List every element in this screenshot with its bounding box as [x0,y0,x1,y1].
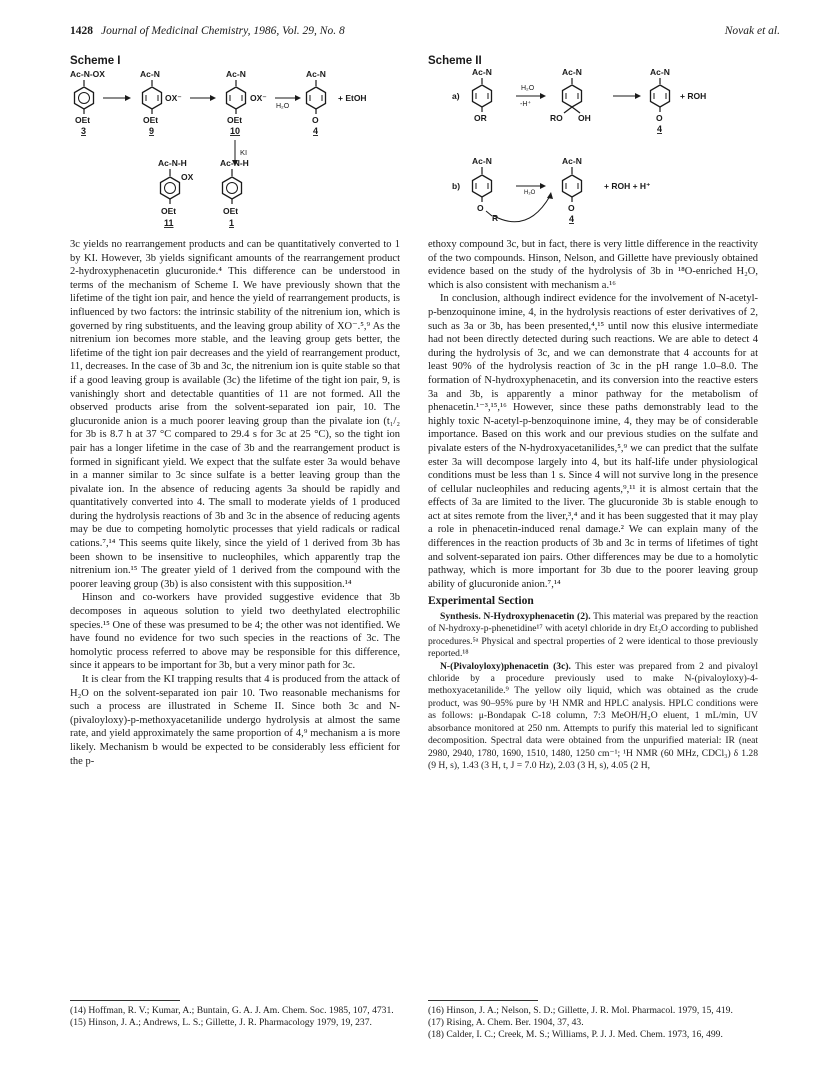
s2-acn-a1: Ac-N [472,67,492,77]
page-number: 1428 [70,25,93,37]
s2-num-4a: 4 [657,124,663,134]
journal-citation: Journal of Medicinal Chemistry, 1986, Vol. 29, No. 8 [101,25,345,37]
s2-h2o-b: H₂O [524,190,536,196]
right-column [428,238,758,772]
header-author: Novak et al. [724,25,780,37]
s1-oet-3: OEt [75,115,91,125]
reference-14: (14) Hoffman, R. V.; Kumar, A.; Buntain, G. A. J. Am. Chem. Soc. 1985, 107, 4731. [70,1005,394,1016]
s1-ring-1 [223,177,242,199]
left-paragraph-1: 3c yields no rearrangement products and can be quantitatively converted to 1 by KI. However, 3b yields significant amounts of the rearrangement product 2-hydroxyphenacetin glucuronide.⁴ This difference can be understood in terms of the mechanism of Scheme I. We have previously shown that the lifetime of the tight ion pair, and hence the yield of rearrangement products, is influenced by two factors: the intrinsic stability of the nitrenium ion, which is governed by ring substituents, and the leaving group ability of XO⁻.⁵,⁹ As the nitrenium ion becomes more stable, and the leaving group gets better, the lifetime of the tight ion pair decreases and the yield of rearrangement product, 11, decreases. In the case of 3b and 3c, the nitrenium ion is quite stable so that if a good leaving group is available (3c) the lifetime of the tight ion pair, 9, is vanishingly short and detectable quantities of 11 are not formed. All the observed products arise from the solvent-separated ion pair, 10. The glucuronide anion is a much poorer leaving group than the pivalate ion (t₁/₂ for 3b is 8.7 h at 37 °C compared to 29.4 s for 3c at 25 °C), so the tight ion pair has a longer lifetime in the case of 3b and the rearrangement product is formed in significant yield. We expect that the sulfate ester 3a would behave in a manner similar to 3c since sulfate is a better leaving group than the pivalate ion. In the absence of reducing agents 3a should be rapidly and quantitatively converted into 4. The small to moderate yields of 1 produced during the hydrolysis reactions of 3b and 3c in the absence of reducing agents may be due to competing homolytic processes that yield radicals or radical cations.⁷,¹⁴ This seems quite likely, since the yield of 1 derived from 3b has been shown to be insensitive to nucleophiles, which apparently trap the nitrenium ion.¹⁵ The greater yield of 1 derived from the compound with the poorer leaving group (3b) is also consistent with this supposition.¹⁴ [70,239,400,590]
s1-acnox-label: Ac-N-OX [70,69,105,79]
s1-num-10: 10 [230,126,241,136]
s2-roh-h: + ROH + H⁺ [604,181,651,191]
s2-ring-a2 [563,85,582,107]
s2-or: OR [474,113,487,123]
footnote-rule [70,1000,180,1001]
s1-o-4: O [312,115,319,125]
s2-b-label: b) [452,181,461,191]
s1-ox-11: OX [181,172,194,182]
s1-acnh-11: Ac-N-H [158,158,187,168]
s1-ring-9 [143,87,162,109]
right-paragraph-1: ethoxy compound 3c, but in fact, there is very little difference in the reactivity of the two compounds. Hinson, Nelson, and Gillette have previously obtained evidence based on the study of the hydrolysis of 3b in ¹⁸O-enriched H₂O, which is also consistent with mechanism a.¹⁶ [428,239,758,291]
reference-15: (15) Hinson, J. A.; Andrews, L. S.; Gillette, J. R. Pharmacology 1979, 19, 237. [70,1017,372,1029]
experimental-section [428,611,758,772]
header-left [70,25,345,37]
s1-num-3: 3 [81,126,87,136]
synthesis-text: This material was prepared by the reaction of N-hydroxy-p-phenetidine¹⁷ with acetyl chloride in dry Et₂O according to published procedures.⁵ᵃ Physical and spectral properties of 2 were identical to those previously reported.¹⁸ [428,611,758,660]
s2-ring-a1 [473,85,492,107]
footnote-rule [428,1000,538,1001]
s2-acn-b1: Ac-N [472,156,492,166]
s2-o-b1: O [477,203,484,213]
s2-o-b2: O [568,203,575,213]
s2-a-label: a) [452,91,460,101]
s1-ring-10 [227,87,246,109]
s2-ring-a3 [651,85,670,107]
s2-acn-b2: Ac-N [562,156,582,166]
s2-r: R [492,213,499,223]
running-header [70,25,780,41]
s1-num-11: 11 [164,218,174,228]
s1-acnh-1: Ac-N-H [220,158,249,168]
left-paragraph-3: It is clear from the KI trapping results that 4 is produced from the attack of H₂O on the solvent-separated ion pair 10. Two reasonable mechanisms for such a process are illustrated in Scheme II. Since both 3c and N-(pivaloyloxy)-p-methoxyacetanilide undergo hydrolysis at almost the same rate, and yield approximately the same proportion of 4,⁹ mechanism a is more likely. Mechanism b would be expected to be considerably less efficient for the p- [70,674,400,767]
s2-ring-b2 [563,175,582,197]
s1-oet-1: OEt [223,206,239,216]
reference-18: (18) Calder, I. C.; Creek, M. S.; Williams, P. J. J. Med. Chem. 1973, 16, 499. [428,1029,723,1041]
reference-16: (16) Hinson, J. A.; Nelson, S. D.; Gillette, J. R. Mol. Pharmacol. 1979, 15, 419. [428,1005,733,1016]
experimental-heading: Experimental Section [428,595,534,608]
s1-oet-11: OEt [161,206,177,216]
s2-num-4b: 4 [569,214,575,224]
s2-o-a: O [656,113,663,123]
s1-num-9: 9 [149,126,155,136]
s1-acn-10: Ac-N [226,69,246,79]
footnotes-right [428,1000,758,1042]
pivaloyloxy-text: This ester was prepared from 2 and pivaloyl chloride by a procedure previously used to make N-(pivaloyloxy)-4-methoxyacetanilide.⁹ The yellow oily liquid, which was obtained as the crude product, was 90–95% pure by ¹H NMR and HPLC analysis. HPLC conditions were as follows: μ-Bondapak C-18 column, 7:3 MeOH/H₂O eluent, 1 mL/min, UV absorbance monitored at 250 nm. Attempts to purify this material led to significant decomposition. Spectral data were obtained from the unpurified material: IR (neat 2980, 2940, 1780, 1690, 1510, 1480, 1250 cm⁻¹; ¹H NMR (60 MHz, CDCl₃) δ 1.28 (9 H, s), 1.43 (3 H, t, J = 7.0 Hz), 2.03 (3 H, s), 4.05 (2 H, [428,660,758,771]
reference-17: (17) Rising, A. Chem. Ber. 1904, 37, 43. [428,1017,584,1029]
s1-ki: KI [240,148,248,157]
s1-oet-9: OEt [143,115,159,125]
scheme-2-title: Scheme II [428,55,482,67]
left-column [70,238,400,768]
pivaloyloxy-title: N-(Pivaloyloxy)phenacetin (3c). [440,660,571,672]
experimental-paragraph-1 [428,611,758,661]
s1-h2o: H₂O [276,103,290,110]
left-paragraph-2: Hinson and co-workers have provided suggestive evidence that 3b decomposes in aqueous solution to yield two deethylated electrophilic species.¹⁵ One of these was presumed to be 4; the other was not identified. We have found no evidence for two such species in the reactions of 3c. The homolytic process referred to above may be responsible for this difference, since it appears to be important for 3b, but a very minor path for 3c. [70,592,400,672]
right-paragraph-2: In conclusion, although indirect evidence for the involvement of N-acetyl-p-benzoquinone imine, 4, in the hydrolysis reactions of ester derivatives of 2, such as 3a or 3b, has been presented,⁴,¹⁵ until now this elusive intermediate had not been directly detected during such reactions. We are able to detect 4 during the hydrolysis of 3c, and we can demonstrate that 4 accounts for at least 90% of the hydrolysis reaction of 3c in the pH range 1.0–8.0. The formation of N-hydroxyphenacetin, and its conversion into the reactive esters 3a and 3b, is apparently a minor pathway for the metabolism of phenacetin.¹⁻³,¹⁵,¹⁶ However, since these paths demonstrably lead to the highly toxic N-acetyl-p-benzoquinone imine, 4, they may be of considerable importance. Based on this work and our previous studies on the sulfate and pivalate esters of the N-hydroxyacetanilides,⁵,⁹ we can predict that the sulfate ester 3a will decompose largely into 4, but its half-life under physiological conditions must be less than 1 s. Since 4 will not survive long in the presence of cellular nucleophiles and reducing agents,⁹,¹¹ it is almost certain that the effects of 3a are limited to the liver. The glucuronide 3b is stable enough to act at sites remote from the liver,³,⁴ and it has been suggested that it may play a role in phenacetin-induced renal damage.² We can explain many of the differences in the reaction products of 3b and 3c in terms of lifetimes of tight and solvent-separated ion pairs. Other differences may be due to a homolytic pathway, which is more important for 3b due to the poorer leaving group ability of glucuronide anion.⁷,¹⁴ [428,293,758,590]
s1-num-4: 4 [313,126,319,136]
s1-etoh: + EtOH [338,93,367,103]
s1-num-1: 1 [229,218,235,228]
s1-acn-9: Ac-N [140,69,160,79]
s2-ro: RO [550,113,563,123]
s1-oet-10: OEt [227,115,243,125]
s2-roh-a: + ROH [680,91,707,101]
s1-ring-3 [75,87,94,109]
scheme-2-diagram [428,66,778,236]
s1-ox-9: OX⁻ [165,93,182,103]
s2-oh: OH [578,113,591,123]
footnotes-left [70,1000,400,1029]
experimental-paragraph-2 [428,661,758,773]
s1-ring-11 [161,177,180,199]
s1-ox-10: OX⁻ [250,93,267,103]
s2-acn-a2: Ac-N [562,67,582,77]
scheme-1-diagram [70,68,415,238]
s2-minush: -H⁺ [520,101,532,108]
s1-ring-4 [307,87,326,109]
scheme-1-title: Scheme I [70,55,121,67]
s2-ring-b1 [473,175,492,197]
s1-acn-4: Ac-N [306,69,326,79]
s2-h2o-a: H₂O [521,85,535,92]
synthesis-title: Synthesis. N-Hydroxyphenacetin (2). [440,611,591,623]
s2-acn-a3: Ac-N [650,67,670,77]
